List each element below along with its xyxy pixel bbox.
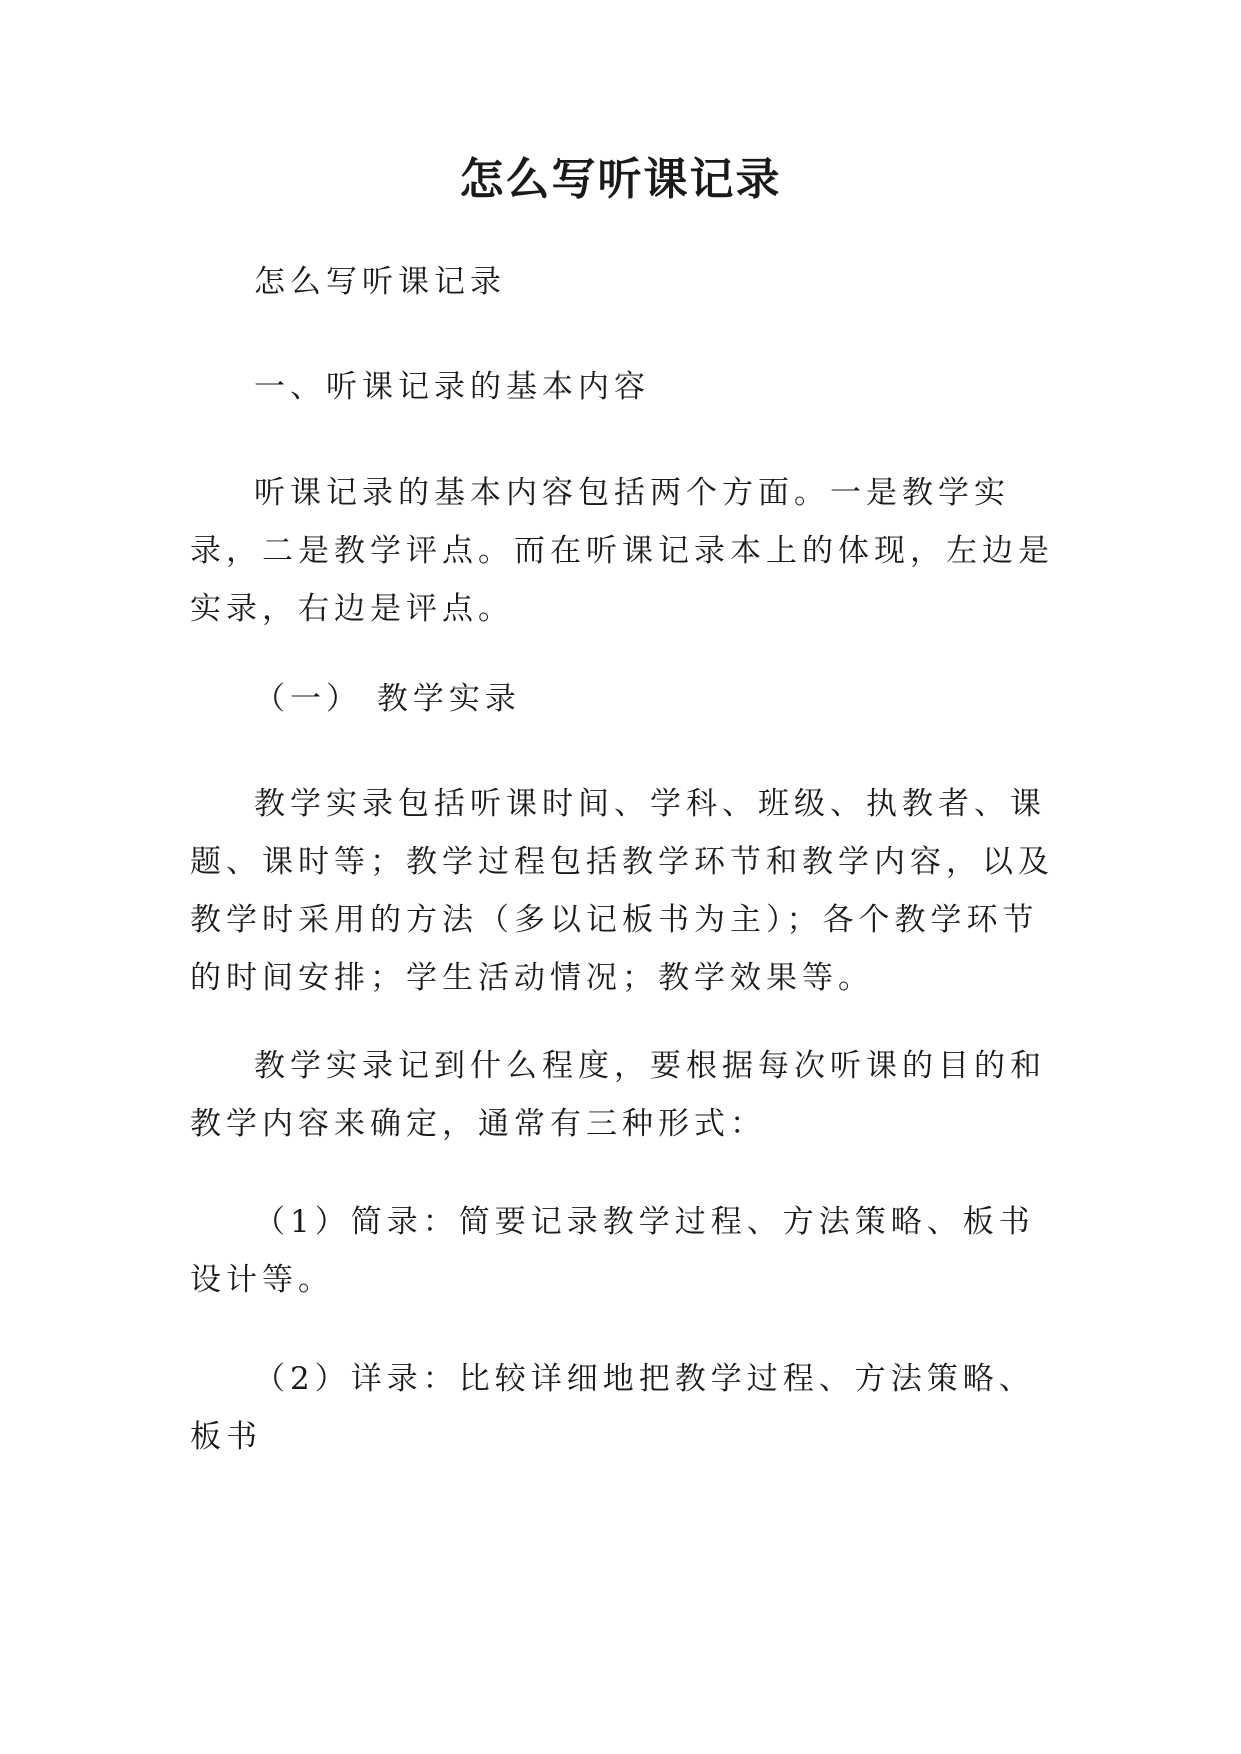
paragraph-brief-record: （1）简录：简要记录教学过程、方法策略、板书设计等。	[190, 1204, 1035, 1298]
paragraph-teaching-record: 教学实录包括听课时间、学科、班级、执教者、课题、课时等；教学过程包括教学环节和教学内容，以及教学时采用的方法（多以记板书为主）；各个教学环节的时间安排；学生活动情况；教学效果等。	[190, 786, 1054, 996]
paragraph-record-forms: 教学实录记到什么程度，要根据每次听课的目的和教学内容来确定，通常有三种形式：	[190, 1048, 1046, 1142]
paragraph-subsection-heading: （一） 教学实录	[254, 681, 521, 717]
paragraph-basic-content: 听课记录的基本内容包括两个方面。一是教学实录，二是教学评点。而在听课记录本上的体现，左边是实录，右边是评点。	[190, 475, 1054, 627]
paragraph-subtitle: 怎么写听课记录	[254, 264, 506, 300]
paragraph-section-heading: 一、听课记录的基本内容	[254, 369, 650, 405]
document-title: 怎么写听课记录	[459, 154, 782, 205]
paragraph-detailed-record: （2）详录：比较详细地把教学过程、方法策略、板书	[190, 1361, 1035, 1455]
